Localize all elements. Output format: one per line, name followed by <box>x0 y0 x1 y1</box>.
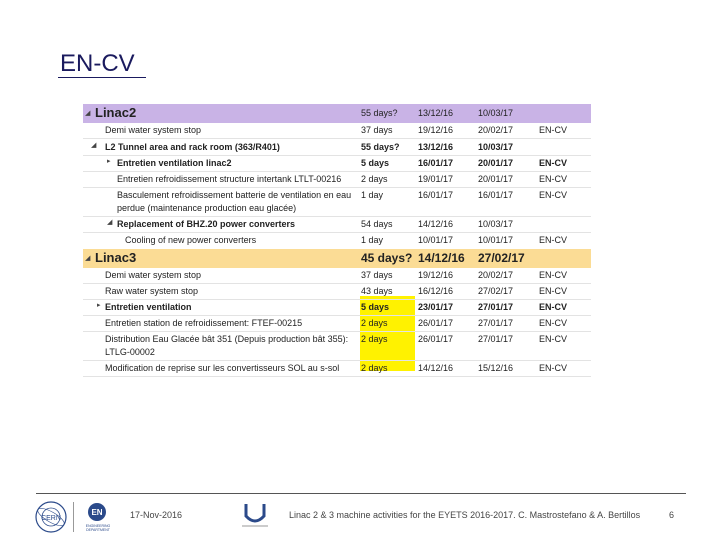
table-row[interactable] <box>83 269 591 282</box>
task-finish: 10/03/17 <box>478 108 514 118</box>
task-start: 16/01/17 <box>418 158 454 168</box>
logo-separator <box>73 502 74 532</box>
task-resource: EN-CV <box>539 174 568 184</box>
expand-arrow-icon[interactable]: ▸ <box>107 158 111 165</box>
task-name: Entretien ventilation linac2 <box>117 158 232 168</box>
table-row[interactable] <box>83 362 591 375</box>
table-row[interactable] <box>83 157 591 170</box>
task-name: Linac2 <box>95 105 137 120</box>
row-divider <box>83 187 591 188</box>
task-name: L2 Tunnel area and rack room (363/R401) <box>105 142 280 152</box>
table-row[interactable] <box>83 285 591 298</box>
task-duration: 43 days <box>361 286 393 296</box>
task-name: Modification de reprise sur les convertisseurs SOL au s-sol <box>105 363 340 373</box>
task-name: Entretien station de refroidissement: FTEF-00215 <box>105 318 303 328</box>
task-resource: EN-CV <box>539 270 568 280</box>
task-name: Linac3 <box>95 250 137 265</box>
table-row[interactable] <box>83 218 591 231</box>
task-name: Raw water system stop <box>105 286 199 296</box>
table-row[interactable] <box>83 249 591 268</box>
task-start: 19/12/16 <box>418 270 454 280</box>
collapse-arrow-icon[interactable]: ◢ <box>91 142 97 149</box>
row-divider <box>83 171 591 172</box>
task-finish: 27/02/17 <box>478 286 514 296</box>
task-start: 19/12/16 <box>418 125 454 135</box>
collapse-arrow-icon[interactable]: ◢ <box>85 255 91 262</box>
task-finish: 15/12/16 <box>478 363 514 373</box>
row-divider <box>83 331 591 332</box>
cern-logo <box>34 500 68 534</box>
task-finish: 27/01/17 <box>478 318 514 328</box>
task-name: Basculement refroidissement batterie de ventilation en eau perdue (maintenance production eau glacée) <box>117 190 352 213</box>
task-start: 10/01/17 <box>418 235 454 245</box>
task-duration: 2 days <box>361 363 388 373</box>
task-duration: 55 days? <box>361 142 400 152</box>
task-resource <box>539 218 589 231</box>
university-logo <box>238 500 272 530</box>
task-finish: 10/03/17 <box>478 142 514 152</box>
task-start: 14/12/16 <box>418 363 454 373</box>
task-start: 26/01/17 <box>418 334 454 344</box>
task-duration: 1 day <box>361 235 384 245</box>
svg-text:EN: EN <box>91 508 103 517</box>
task-duration: 5 days <box>361 158 390 168</box>
slide-title: EN-CV <box>60 50 135 77</box>
task-finish: 20/01/17 <box>478 158 514 168</box>
task-name: Demi water system stop <box>105 125 202 135</box>
collapse-arrow-icon[interactable]: ◢ <box>85 110 91 117</box>
task-duration: 2 days <box>361 318 388 328</box>
task-duration: 37 days <box>361 125 393 135</box>
row-divider <box>83 138 591 139</box>
table-row[interactable] <box>83 141 591 154</box>
expand-arrow-icon[interactable]: ▸ <box>97 302 101 309</box>
collapse-arrow-icon[interactable]: ◢ <box>107 219 113 226</box>
task-finish: 20/02/17 <box>478 270 514 280</box>
task-start: 13/12/16 <box>418 142 454 152</box>
task-resource: EN-CV <box>539 235 568 245</box>
task-resource: EN-CV <box>539 334 568 344</box>
task-finish: 10/03/17 <box>478 219 514 229</box>
task-duration: 37 days <box>361 270 393 280</box>
task-duration: 54 days <box>361 219 393 229</box>
task-finish: 27/02/17 <box>478 251 525 265</box>
task-resource: EN-CV <box>539 318 568 328</box>
task-duration: 2 days <box>361 334 388 344</box>
task-name: Cooling of new power converters <box>125 235 257 245</box>
task-duration: 1 day <box>361 190 384 200</box>
title-underline <box>58 77 146 78</box>
row-divider <box>83 283 591 284</box>
task-name: Entretien refroidissement structure intertank LTLT-00216 <box>117 174 342 184</box>
task-resource: EN-CV <box>539 286 568 296</box>
task-finish: 27/01/17 <box>478 334 514 344</box>
task-finish: 27/01/17 <box>478 302 514 312</box>
page-number: 6 <box>669 510 675 520</box>
task-finish: 20/02/17 <box>478 125 514 135</box>
row-divider <box>83 155 591 156</box>
task-finish: 16/01/17 <box>478 190 514 200</box>
task-finish: 10/01/17 <box>478 235 514 245</box>
task-start: 16/12/16 <box>418 286 454 296</box>
svg-text:CERN: CERN <box>41 515 61 522</box>
task-duration: 55 days? <box>361 108 398 118</box>
task-name: Entretien ventilation <box>105 302 192 312</box>
task-resource: EN-CV <box>539 363 568 373</box>
task-start: 19/01/17 <box>418 174 454 184</box>
footer-date: 17-Nov-2016 <box>130 510 183 520</box>
task-resource <box>539 249 589 268</box>
row-divider <box>83 232 591 233</box>
table-row[interactable] <box>83 301 591 314</box>
en-department-label: ENGINEERING DEPARTMENT <box>85 524 111 532</box>
task-start: 26/01/17 <box>418 318 454 328</box>
table-row[interactable] <box>83 333 591 359</box>
task-start: 16/01/17 <box>418 190 454 200</box>
task-resource: EN-CV <box>539 125 568 135</box>
task-start: 14/12/16 <box>418 251 465 265</box>
table-row[interactable] <box>83 104 591 123</box>
task-duration: 2 days <box>361 174 388 184</box>
footer-caption: Linac 2 & 3 machine activities for the EYETS 2016-2017. C. Mastrostefano & A. Bertillos <box>289 510 641 520</box>
table-row[interactable] <box>83 173 591 186</box>
table-row[interactable] <box>83 234 591 247</box>
task-finish: 20/01/17 <box>478 174 514 184</box>
row-divider <box>83 299 591 300</box>
row-divider <box>83 216 591 217</box>
task-start: 13/12/16 <box>418 108 454 118</box>
task-name: Replacement of BHZ.20 power converters <box>117 219 296 229</box>
table-row[interactable] <box>83 189 591 215</box>
footer-divider <box>36 493 686 494</box>
task-start: 23/01/17 <box>418 302 454 312</box>
table-row[interactable] <box>83 124 591 137</box>
task-name: Demi water system stop <box>105 270 202 280</box>
task-resource: EN-CV <box>539 190 568 200</box>
task-name: Distribution Eau Glacée bât 351 (Depuis production bât 355): LTLG-00002 <box>105 334 349 357</box>
row-divider <box>83 376 591 377</box>
task-resource <box>539 141 589 154</box>
table-row[interactable] <box>83 317 591 330</box>
task-resource: EN-CV <box>539 158 568 168</box>
task-resource: EN-CV <box>539 302 568 312</box>
task-duration: 5 days <box>361 302 390 312</box>
row-divider <box>83 315 591 316</box>
row-divider <box>83 360 591 361</box>
gantt-table <box>83 104 591 372</box>
task-start: 14/12/16 <box>418 219 454 229</box>
task-duration: 45 days? <box>361 251 413 265</box>
